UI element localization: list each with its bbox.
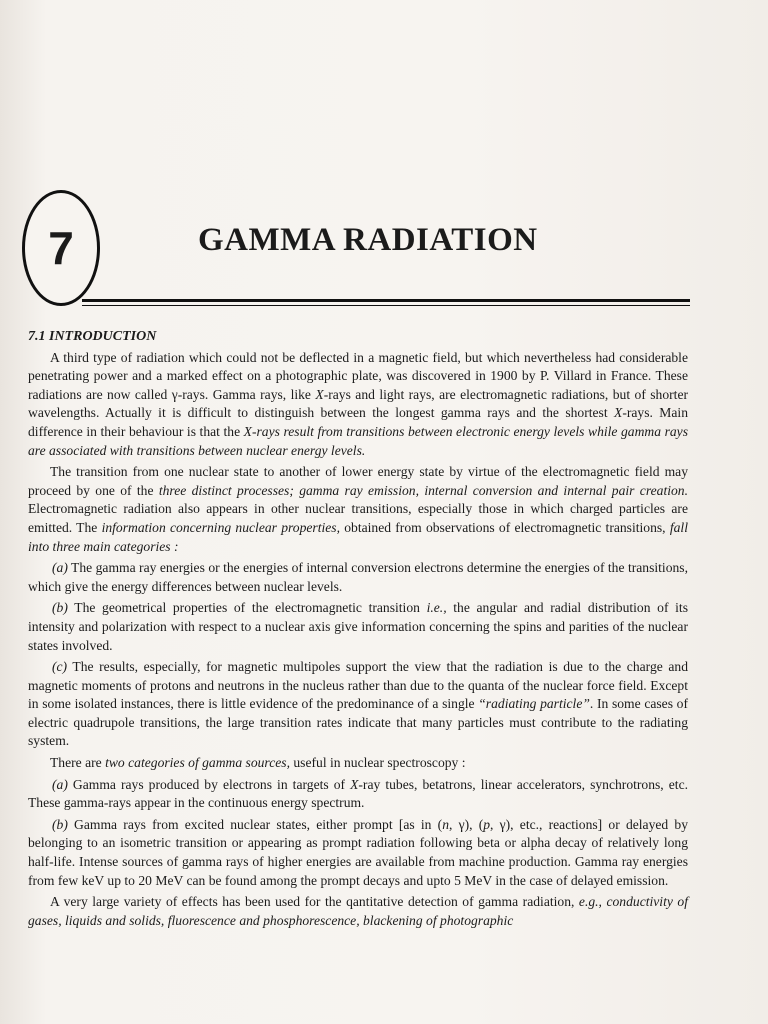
- text-run: X: [614, 405, 623, 421]
- text-run: The geometrical properties of the electromagnetic transition: [67, 600, 427, 616]
- title-rule-thick: [82, 299, 690, 302]
- title-rule-thin: [82, 305, 690, 306]
- text-run: A very large variety of effects has been used for the qantitative detection of gamma radiation,: [50, 894, 579, 910]
- paragraph-gamma-sources: [28, 754, 688, 773]
- paragraph-source-b: [28, 816, 688, 890]
- text-run: X: [315, 386, 324, 402]
- text-run: The results, especially, for magnetic multipoles support the view that the radiation is due to the charge and magnetic moments of protons and neutrons in the nucleus rather than due to the quanta of the nuclear force field. Except in some isolated instances, there is little evidence of the predominance of a single: [28, 659, 688, 712]
- text-run: three distinct processes; gamma ray emission, internal conversion and internal pair creation.: [158, 482, 688, 498]
- text-run: p: [483, 816, 491, 832]
- text-run: , γ), etc., reactions] or delayed by belonging to an isometric transition or appearing as prompt radiation following beta or alpha decay of relatively long half-life. Intense sources of gamma rays of higher energies are available from machine production. Gamma ray energies from few keV up to 20 MeV can be found among the prompt decays and upto 5 MeV in the case of delayed emission.: [28, 816, 689, 888]
- chapter-title: GAMMA RADIATION: [198, 222, 538, 258]
- text-run: (a): [52, 776, 68, 792]
- text-run: (a): [52, 560, 68, 576]
- paragraph-category-c: [28, 658, 688, 751]
- text-run: X-rays result from transitions between electronic energy levels while gamma rays are associated with transitions between nuclear energy levels.: [28, 423, 689, 458]
- text-run: information concerning nuclear properties,: [101, 519, 340, 535]
- text-run: The transition from one nuclear state to another of lower energy state by virtue of the electromagnetic field may proceed by one of the: [28, 464, 688, 498]
- text-run: -rays. Main difference in their behaviour is that the: [28, 405, 689, 439]
- section-heading: 7.1 INTRODUCTION: [28, 329, 157, 344]
- text-run: “radiating particle”: [478, 696, 590, 712]
- text-run: -ray tubes, betatrons, linear accelerators, synchrotrons, etc. These gamma-rays appear in the continuous energy spectrum.: [28, 776, 688, 811]
- text-run: Gamma rays from excited nuclear states, either prompt [as in (: [67, 816, 443, 832]
- paragraph-category-a: [28, 559, 688, 596]
- text-run: (b): [52, 816, 68, 832]
- text-run: (c): [52, 659, 68, 675]
- paragraph-detection: [28, 893, 688, 930]
- chapter-number-badge: [22, 190, 100, 306]
- text-run: , γ), (: [448, 816, 484, 832]
- text-run: A third type of radiation which could not be deflected in a magnetic field, but which nevertheless had considerable penetrating power and a marked effect on a photographic plate, was discovered in 1900 by P. Villard in France. These radiations are now called γ-rays. Gamma rays, like: [28, 349, 688, 402]
- text-run: The gamma ray energies or the energies of internal conversion electrons determine the energies of the transitions, which give the energy differences between nuclear levels.: [28, 560, 688, 594]
- text-run: -rays and light rays, are electromagnetic radiations, but of shorter wavelengths. Actually it is difficult to distinguish between the longest gamma rays and the shortest: [28, 386, 688, 421]
- text-run: the angular and radial distribution of its intensity and polarization with respect to a nuclear axis give information concerning the spins and parities of the nuclear states involved.: [28, 600, 688, 653]
- text-run: useful in nuclear spectroscopy :: [289, 755, 466, 771]
- text-run: Gamma rays produced by electrons in targets of: [67, 776, 351, 792]
- text-run: fall into three main categories :: [28, 519, 688, 554]
- paragraph-source-a: [28, 776, 688, 813]
- text-run: (b): [52, 600, 68, 616]
- text-run: obtained from observations of electromagnetic transitions,: [339, 519, 670, 535]
- text-run: X: [350, 776, 359, 792]
- text-run: . In some cases of electric quadrupole transitions, the large transition rates indicate that many particles must contribute to the radiating system.: [28, 696, 688, 749]
- paragraph-transition: [28, 463, 688, 556]
- paragraph-category-b: [28, 599, 688, 655]
- text-run: two categories of gamma sources,: [105, 755, 290, 771]
- paragraph-intro: [28, 349, 688, 461]
- text-run: i.e.,: [426, 600, 447, 616]
- text-run: Electromagnetic radiation also appears in other nuclear transitions, especially those in which charged particles are emitted. The: [28, 501, 688, 535]
- text-run: n: [442, 816, 449, 832]
- page-body: [28, 328, 688, 933]
- text-run: There are: [50, 755, 106, 771]
- chapter-number: 7: [48, 222, 74, 274]
- text-run: e.g., conductivity of gases, liquids and solids, fluorescence and phosphorescence, blackening of photographic: [28, 894, 688, 928]
